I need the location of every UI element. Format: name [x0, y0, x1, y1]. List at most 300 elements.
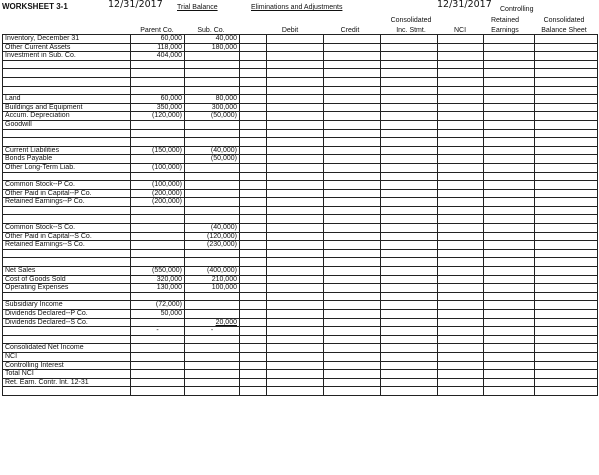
cell-spacer	[240, 267, 267, 276]
row-label: Total NCI	[3, 370, 131, 379]
table-row	[3, 310, 598, 319]
table-row	[3, 344, 598, 353]
table-row	[3, 378, 598, 387]
cell-parent	[131, 129, 185, 138]
cell-credit	[324, 120, 381, 129]
cell-balance-sheet	[535, 275, 598, 284]
cell-spacer	[240, 43, 267, 52]
cell-credit	[324, 206, 381, 215]
cell-parent	[131, 138, 185, 147]
cell-retained-earnings	[484, 335, 535, 344]
cell-retained-earnings	[484, 327, 535, 336]
cell-inc-stmt	[381, 241, 438, 250]
cell-inc-stmt	[381, 292, 438, 301]
cell-spacer	[240, 318, 267, 327]
cell-retained-earnings	[484, 241, 535, 250]
row-label	[3, 215, 131, 224]
cell-balance-sheet	[535, 215, 598, 224]
cell-credit	[324, 35, 381, 44]
row-label: Net Sales	[3, 267, 131, 276]
cell-nci	[438, 77, 484, 86]
cell-spacer	[240, 103, 267, 112]
cell-debit	[267, 335, 324, 344]
cell-sub	[185, 198, 240, 207]
cell-parent	[131, 378, 185, 387]
row-label	[3, 206, 131, 215]
cell-parent	[131, 60, 185, 69]
cell-parent: (200,000)	[131, 189, 185, 198]
cell-sub: 20,000	[185, 318, 240, 327]
col-inc-stmt: Inc. Stmt.	[396, 27, 426, 34]
cell-retained-earnings	[484, 60, 535, 69]
cell-balance-sheet	[535, 43, 598, 52]
cell-credit	[324, 103, 381, 112]
table-row	[3, 275, 598, 284]
cell-spacer	[240, 215, 267, 224]
cell-inc-stmt	[381, 215, 438, 224]
cell-credit	[324, 77, 381, 86]
cell-debit	[267, 35, 324, 44]
cell-debit	[267, 69, 324, 78]
cell-spacer	[240, 198, 267, 207]
row-label: Controlling Interest	[3, 361, 131, 370]
cell-sub	[185, 387, 240, 396]
cell-debit	[267, 120, 324, 129]
cell-credit	[324, 95, 381, 104]
cell-nci	[438, 335, 484, 344]
table-row	[3, 189, 598, 198]
cell-debit	[267, 378, 324, 387]
table-row	[3, 112, 598, 121]
cell-parent	[131, 387, 185, 396]
cell-credit	[324, 284, 381, 293]
cell-debit	[267, 370, 324, 379]
cell-parent: (550,000)	[131, 267, 185, 276]
cell-retained-earnings	[484, 163, 535, 172]
cell-debit	[267, 43, 324, 52]
cell-nci	[438, 275, 484, 284]
row-label: Goodwill	[3, 120, 131, 129]
table-row	[3, 103, 598, 112]
cell-credit	[324, 172, 381, 181]
cell-parent	[131, 232, 185, 241]
cell-nci	[438, 172, 484, 181]
cell-nci	[438, 206, 484, 215]
cell-debit	[267, 301, 324, 310]
table-row	[3, 267, 598, 276]
table-row	[3, 301, 598, 310]
cell-spacer	[240, 335, 267, 344]
cell-inc-stmt	[381, 361, 438, 370]
cell-parent	[131, 361, 185, 370]
cell-debit	[267, 327, 324, 336]
row-label: Land	[3, 95, 131, 104]
table-row	[3, 387, 598, 396]
table-row	[3, 241, 598, 250]
cell-retained-earnings	[484, 387, 535, 396]
cell-spacer	[240, 172, 267, 181]
cell-credit	[324, 69, 381, 78]
cell-spacer	[240, 224, 267, 233]
cell-sub: 100,000	[185, 284, 240, 293]
cell-debit	[267, 95, 324, 104]
col-debit: Debit	[281, 27, 299, 34]
cell-balance-sheet	[535, 163, 598, 172]
cell-spacer	[240, 35, 267, 44]
table-row	[3, 327, 598, 336]
cell-sub	[185, 378, 240, 387]
cell-parent: (72,000)	[131, 301, 185, 310]
cell-debit	[267, 344, 324, 353]
cell-debit	[267, 267, 324, 276]
cell-inc-stmt	[381, 258, 438, 267]
cell-inc-stmt	[381, 335, 438, 344]
cell-balance-sheet	[535, 198, 598, 207]
cell-balance-sheet	[535, 103, 598, 112]
cell-parent: (120,000)	[131, 112, 185, 121]
cell-debit	[267, 318, 324, 327]
cell-spacer	[240, 120, 267, 129]
cell-spacer	[240, 361, 267, 370]
cell-spacer	[240, 129, 267, 138]
cell-debit	[267, 155, 324, 164]
row-label: Common Stock--S Co.	[3, 224, 131, 233]
col-sub: Sub. Co.	[197, 27, 225, 34]
cell-retained-earnings	[484, 352, 535, 361]
table-row	[3, 215, 598, 224]
cell-retained-earnings	[484, 258, 535, 267]
cell-credit	[324, 215, 381, 224]
cell-parent: 60,000	[131, 35, 185, 44]
cell-credit	[324, 155, 381, 164]
table-row	[3, 86, 598, 95]
row-label	[3, 129, 131, 138]
cell-retained-earnings	[484, 370, 535, 379]
cell-inc-stmt	[381, 103, 438, 112]
cell-nci	[438, 241, 484, 250]
cell-spacer	[240, 241, 267, 250]
cell-balance-sheet	[535, 86, 598, 95]
table-row	[3, 249, 598, 258]
cell-retained-earnings	[484, 52, 535, 61]
cell-sub	[185, 258, 240, 267]
cell-retained-earnings	[484, 215, 535, 224]
cell-credit	[324, 370, 381, 379]
cell-retained-earnings	[484, 249, 535, 258]
cell-sub: (40,000)	[185, 146, 240, 155]
row-label	[3, 387, 131, 396]
cell-credit	[324, 198, 381, 207]
table-row	[3, 155, 598, 164]
cell-spacer	[240, 370, 267, 379]
cell-retained-earnings	[484, 181, 535, 190]
cell-inc-stmt	[381, 112, 438, 121]
cell-retained-earnings	[484, 120, 535, 129]
cell-nci	[438, 189, 484, 198]
table-row	[3, 60, 598, 69]
cell-retained-earnings	[484, 112, 535, 121]
cell-spacer	[240, 60, 267, 69]
cell-parent	[131, 249, 185, 258]
cell-retained-earnings	[484, 301, 535, 310]
cell-nci	[438, 301, 484, 310]
cell-parent	[131, 352, 185, 361]
cell-spacer	[240, 181, 267, 190]
table-row	[3, 361, 598, 370]
cell-retained-earnings	[484, 189, 535, 198]
cell-parent	[131, 318, 185, 327]
cell-credit	[324, 292, 381, 301]
row-label	[3, 335, 131, 344]
cell-inc-stmt	[381, 52, 438, 61]
cell-debit	[267, 189, 324, 198]
table-row	[3, 52, 598, 61]
cell-credit	[324, 310, 381, 319]
table-row	[3, 206, 598, 215]
cell-balance-sheet	[535, 387, 598, 396]
cell-debit	[267, 60, 324, 69]
cell-balance-sheet	[535, 69, 598, 78]
cell-debit	[267, 163, 324, 172]
row-label	[3, 292, 131, 301]
cell-parent: (150,000)	[131, 146, 185, 155]
cell-parent: (100,000)	[131, 163, 185, 172]
cell-debit	[267, 198, 324, 207]
cell-spacer	[240, 387, 267, 396]
row-label: Dividends Declared--S Co.	[3, 318, 131, 327]
cell-nci	[438, 327, 484, 336]
cell-sub	[185, 370, 240, 379]
table-row	[3, 95, 598, 104]
row-label	[3, 138, 131, 147]
cell-credit	[324, 52, 381, 61]
worksheet-body	[3, 35, 598, 396]
cell-sub: 40,000	[185, 35, 240, 44]
cell-spacer	[240, 86, 267, 95]
col-earnings: Earnings	[491, 27, 519, 34]
cell-nci	[438, 146, 484, 155]
cell-nci	[438, 86, 484, 95]
cell-credit	[324, 232, 381, 241]
cell-balance-sheet	[535, 232, 598, 241]
cell-nci	[438, 103, 484, 112]
cell-nci	[438, 267, 484, 276]
cell-retained-earnings	[484, 224, 535, 233]
row-label: Other Long-Term Liab.	[3, 163, 131, 172]
row-label: Inventory, December 31	[3, 35, 131, 44]
cell-sub: 210,000	[185, 275, 240, 284]
cell-balance-sheet	[535, 361, 598, 370]
worksheet-table	[2, 34, 598, 396]
cell-inc-stmt	[381, 284, 438, 293]
row-label: Retained Earnings--S Co.	[3, 241, 131, 250]
cell-inc-stmt	[381, 120, 438, 129]
cell-sub	[185, 69, 240, 78]
cell-retained-earnings	[484, 129, 535, 138]
cell-nci	[438, 284, 484, 293]
cell-sub: -	[185, 327, 240, 336]
cell-inc-stmt	[381, 301, 438, 310]
cell-sub	[185, 86, 240, 95]
cell-nci	[438, 370, 484, 379]
cell-retained-earnings	[484, 198, 535, 207]
cell-nci	[438, 310, 484, 319]
cell-sub	[185, 163, 240, 172]
cell-inc-stmt	[381, 224, 438, 233]
cell-parent: -	[131, 327, 185, 336]
cell-spacer	[240, 344, 267, 353]
cell-balance-sheet	[535, 189, 598, 198]
cell-balance-sheet	[535, 241, 598, 250]
col-credit: Credit	[340, 27, 360, 34]
cell-nci	[438, 258, 484, 267]
cell-credit	[324, 129, 381, 138]
table-row	[3, 138, 598, 147]
cell-nci	[438, 292, 484, 301]
cell-spacer	[240, 112, 267, 121]
cell-sub	[185, 344, 240, 353]
row-label: Other Paid in Capital--P Co.	[3, 189, 131, 198]
cell-debit	[267, 284, 324, 293]
cell-debit	[267, 258, 324, 267]
cell-retained-earnings	[484, 95, 535, 104]
cell-spacer	[240, 146, 267, 155]
table-row	[3, 224, 598, 233]
cell-inc-stmt	[381, 198, 438, 207]
cell-sub	[185, 172, 240, 181]
row-label: Common Stock--P Co.	[3, 181, 131, 190]
cell-nci	[438, 43, 484, 52]
date-right: 12/31/2017	[437, 0, 492, 10]
cell-credit	[324, 189, 381, 198]
cell-balance-sheet	[535, 327, 598, 336]
table-row	[3, 198, 598, 207]
cell-balance-sheet	[535, 206, 598, 215]
cell-nci	[438, 249, 484, 258]
cell-sub: (120,000)	[185, 232, 240, 241]
cell-inc-stmt	[381, 370, 438, 379]
cell-inc-stmt	[381, 35, 438, 44]
cell-debit	[267, 129, 324, 138]
cell-parent: 60,000	[131, 95, 185, 104]
table-row	[3, 163, 598, 172]
cell-sub	[185, 77, 240, 86]
cell-balance-sheet	[535, 378, 598, 387]
cell-retained-earnings	[484, 310, 535, 319]
retained-heading: Retained	[490, 17, 520, 24]
cell-sub: (40,000)	[185, 224, 240, 233]
cell-parent: 320,000	[131, 275, 185, 284]
row-label: Cost of Goods Sold	[3, 275, 131, 284]
cell-inc-stmt	[381, 275, 438, 284]
cell-debit	[267, 215, 324, 224]
col-balance-sheet: Balance Sheet	[541, 27, 587, 34]
cell-inc-stmt	[381, 146, 438, 155]
cell-debit	[267, 206, 324, 215]
col-parent: Parent Co.	[140, 27, 174, 34]
cell-credit	[324, 60, 381, 69]
cell-retained-earnings	[484, 69, 535, 78]
cell-sub	[185, 206, 240, 215]
cell-sub	[185, 361, 240, 370]
cell-inc-stmt	[381, 86, 438, 95]
table-row	[3, 146, 598, 155]
cell-balance-sheet	[535, 267, 598, 276]
cell-nci	[438, 163, 484, 172]
cell-retained-earnings	[484, 292, 535, 301]
cell-parent	[131, 258, 185, 267]
cell-inc-stmt	[381, 138, 438, 147]
table-row	[3, 292, 598, 301]
cell-retained-earnings	[484, 206, 535, 215]
cell-credit	[324, 378, 381, 387]
table-row	[3, 318, 598, 327]
table-row	[3, 258, 598, 267]
cell-credit	[324, 258, 381, 267]
cell-debit	[267, 138, 324, 147]
cell-credit	[324, 146, 381, 155]
cell-sub	[185, 120, 240, 129]
cell-nci	[438, 181, 484, 190]
cell-balance-sheet	[535, 181, 598, 190]
cell-debit	[267, 361, 324, 370]
cell-sub	[185, 352, 240, 361]
cell-credit	[324, 318, 381, 327]
cell-nci	[438, 52, 484, 61]
cell-balance-sheet	[535, 301, 598, 310]
cell-inc-stmt	[381, 249, 438, 258]
cell-nci	[438, 35, 484, 44]
table-row	[3, 284, 598, 293]
cell-sub	[185, 129, 240, 138]
cell-debit	[267, 292, 324, 301]
cell-sub: 300,000	[185, 103, 240, 112]
cell-parent	[131, 172, 185, 181]
cell-balance-sheet	[535, 258, 598, 267]
row-label: Ret. Earn. Contr. Int. 12-31	[3, 378, 131, 387]
cell-spacer	[240, 275, 267, 284]
cell-nci	[438, 344, 484, 353]
cell-parent	[131, 215, 185, 224]
cell-parent: 350,000	[131, 103, 185, 112]
cell-nci	[438, 95, 484, 104]
cell-spacer	[240, 138, 267, 147]
cell-inc-stmt	[381, 232, 438, 241]
cell-balance-sheet	[535, 224, 598, 233]
row-label	[3, 172, 131, 181]
cell-nci	[438, 215, 484, 224]
row-label: NCI	[3, 352, 131, 361]
cell-balance-sheet	[535, 292, 598, 301]
cell-nci	[438, 198, 484, 207]
cell-credit	[324, 138, 381, 147]
cell-parent	[131, 241, 185, 250]
trial-balance-heading: Trial Balance	[177, 4, 218, 11]
cell-balance-sheet	[535, 77, 598, 86]
cell-debit	[267, 232, 324, 241]
cell-debit	[267, 387, 324, 396]
row-label: Operating Expenses	[3, 284, 131, 293]
cell-spacer	[240, 352, 267, 361]
cell-debit	[267, 249, 324, 258]
cell-credit	[324, 43, 381, 52]
cell-credit	[324, 224, 381, 233]
cell-sub	[185, 310, 240, 319]
row-label: Retained Earnings--P Co.	[3, 198, 131, 207]
cell-sub: (230,000)	[185, 241, 240, 250]
cell-parent: 404,000	[131, 52, 185, 61]
cell-balance-sheet	[535, 129, 598, 138]
